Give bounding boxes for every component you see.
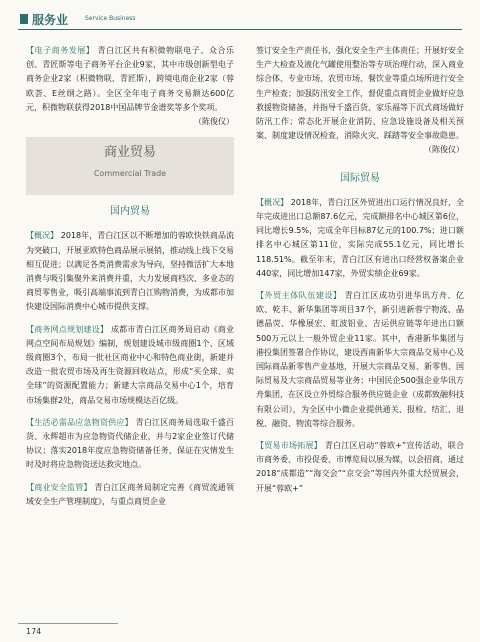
paragraph-tag: 【电子商务发展】 bbox=[26, 46, 95, 55]
header-divider bbox=[18, 29, 462, 30]
paragraph-emergency-supply bbox=[26, 416, 234, 473]
author-attribution: （陈俊仪） bbox=[424, 145, 464, 155]
footer-divider bbox=[18, 623, 118, 624]
paragraph-safety-continued bbox=[256, 44, 464, 143]
page-number: 174 bbox=[26, 627, 42, 636]
paragraph-tag: 【商务网点规划建设】 bbox=[26, 324, 109, 334]
left-column bbox=[26, 44, 234, 509]
paragraph-tag: 【概况】 bbox=[256, 197, 289, 207]
paragraph-text: 2018年，青白江区外贸进出口运行情况良好，全年完成进出口总额87.6亿元，完成额排名中心城区第6位，同比增长9.5%，完成全年目标87亿元的100.7%；进口额排名中心城区第11位，实际完成55.1亿元，同比增长118.51%。截至年末，青白江区有进出口经营权备案企业440家，同比增加147家，外贸实绩企业69家。 bbox=[256, 197, 465, 278]
paragraph-safety-supervision bbox=[26, 481, 234, 509]
paragraph-tag: 【商业安全监管】 bbox=[26, 482, 92, 492]
author-attribution: （陈俊仪） bbox=[194, 117, 234, 127]
paragraph-text: 青白江区共有积微物联电子、众合乐创、青匠斯等电子商务平台企业9家，其中市级创新型电子商务企业2家（积微物联、青匠斯），跨境电商企业2家（蓉欧荟、E丝纲之路）。全区全年电子商务交易额达600亿元，积微物联获得2018中国品牌节金谱奖等多个奖项。 bbox=[26, 46, 235, 112]
paragraph-text: 2018年，青白江区以不断增加的蓉欧快铁商品流为突破口，开展亚欧特色商品展示展销，推动线上线下交易相互促进；以满足各类消费需求为导向，坚持微活扩大本地消费与吸引集聚外来消费并重，大力发展商档次、多业态的商贸零售业，吸引高端事流到青白江购物消费，为成都市加快建设国际消费中心城市提供支撑。 bbox=[26, 231, 235, 312]
section-brand-en: Service Business bbox=[85, 15, 136, 22]
right-column bbox=[256, 44, 464, 496]
paragraph-tag: 【贸易市场拓展】 bbox=[256, 441, 323, 451]
section-title-international: 国际贸易 bbox=[340, 172, 380, 184]
paragraph-ecommerce bbox=[26, 44, 234, 115]
paragraph-text: 签订安全生产责任书，强化安全生产主体责任；开展好安全生产大检查及液化气罐使用整治等专项治理行动，深入商业综合体、专业市场、农贸市场、餐饮业等重点场所进行安全生产检查；加强防汛安全工作，督促重点商贸企业做好应急救援物资储备，并指导千盛百货、家乐福等下沉式商场做好防汛工作；常态化开展企业消防、应急设施设备及相关预案、制度建设情况检查，消除火灾、踩踏等安全事故隐患。 bbox=[256, 46, 464, 141]
banner-title: 商业贸易 bbox=[103, 145, 156, 161]
paragraph-trade-entities bbox=[256, 289, 464, 431]
page-header bbox=[0, 0, 480, 34]
paragraph-text: 青白江区商务局选取千盛百货、永辉超市为应急物资代储企业，并与2家企业签订代储协议；落实2018年度应急物资储备任务，保证在灾情发生时及时将应急物资送达救灾地点。 bbox=[26, 417, 235, 470]
section-banner bbox=[26, 137, 234, 195]
page-footer bbox=[0, 618, 480, 642]
paragraph-text: 青白江区启动“蓉欧+”宣传活动，联合市商务委、市投促委、市博览局以展为媒，以会招商，通过2018“成都造”“海交会”“京交会”等国内外重大经贸展会，开展“蓉欧+” bbox=[256, 441, 465, 493]
paragraph-text: 青白江区成功引进华讯方舟、亿欧、乾丰、新华集团等项目37个，新引进新蓉宁物流、晶德晶荧、华橡展宏、虹波铝业、吉运供应链等年进出口额500万元以上一般外贸企业11家。其中，香港新华集团与港投集团签署合作协议，建设西南新华大宗商品交易中心及国际商品新零售产业基地，开展大宗商品交易、新零售、国际贸易及大宗商品贸易等业务；中国民企500强企业华讯方舟集团，在区设立外贸综合服务供应链企业（成都致融科技有限公司），为全区中小微企业提供通关、报检、结汇、退税、融资、物流等综合服务。 bbox=[256, 291, 465, 428]
paragraph-tag: 【外贸主体队伍建设】 bbox=[256, 291, 342, 301]
paragraph-text: 成都市青白江区商务局启动《商业网点空间布局规划》编制，规划建设城市级商圈1个、区域级商圈3个，布局一批社区商业中心和特色商业街，新建并改造一批农贸市场及再生资源回收站点，形成“买全球、卖全球”的资源配置能力；新建大宗商品交易中心1个，培育市场集群2处，商品交易市场规模达百亿级。 bbox=[26, 324, 235, 405]
paragraph-tag: 【生活必需品应急物资供应】 bbox=[26, 417, 133, 427]
service-logo-icon bbox=[20, 14, 28, 24]
paragraph-market-expansion bbox=[256, 439, 464, 496]
paragraph-tag: 【概况】 bbox=[26, 231, 59, 241]
section-brand: 服务业 bbox=[32, 13, 69, 27]
paragraph-network-planning bbox=[26, 323, 234, 408]
paragraph-intl-overview bbox=[256, 196, 464, 281]
section-title-domestic: 国内贸易 bbox=[110, 206, 150, 218]
paragraph-overview bbox=[26, 229, 234, 314]
banner-subtitle: Commercial Trade bbox=[93, 169, 167, 179]
paragraph-text: 青白江区商务局制定完善《商贸流通领域安全生产管理制度》，与重点商贸企业 bbox=[26, 482, 235, 506]
